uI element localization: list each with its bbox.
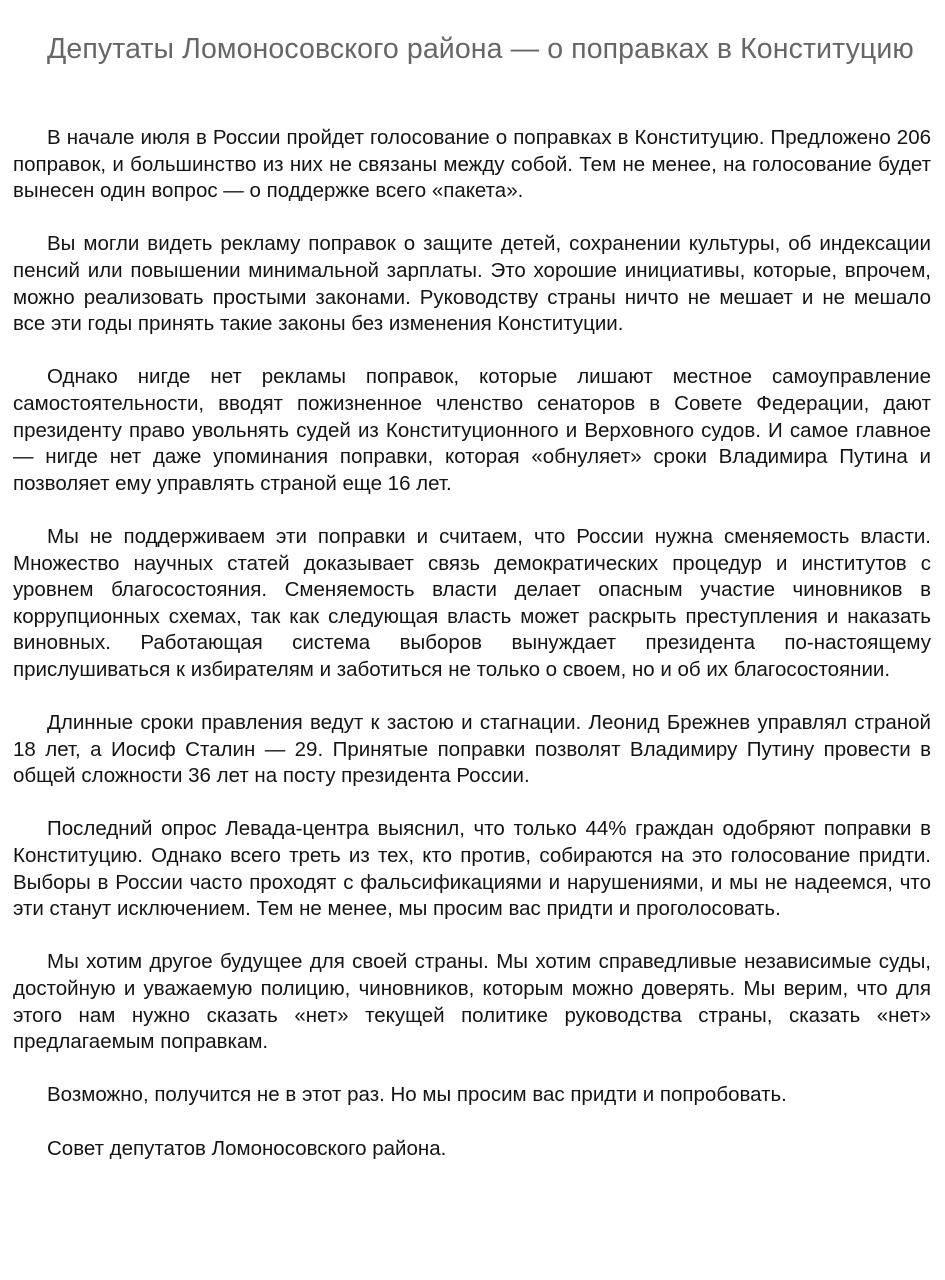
paragraph-spacer xyxy=(13,923,931,950)
paragraph-2: Вы могли видеть рекламу поправок о защите детей, сохранении культуры, об индексации пенсий или повышении минимальной зарплаты. Это хорошие инициативы, которые, впрочем, можно реализовать простыми законами. Руководству страны ничто не мешает и не мешало все эти годы принять такие законы без изменения Конституции. xyxy=(13,232,931,336)
paragraph-spacer xyxy=(13,1056,931,1083)
paragraph-4: Мы не поддерживаем эти поправки и считаем, что России нужна сменяемость власти. Множество научных статей доказывает связь демократических процедур и институтов с уровнем благосостояния. Сменяемость власти делает опасным участие чиновников в коррупционных схемах, так как следующая власть может раскрыть преступления и наказать виновных. Работающая система выборов вынуждает президента по-настоящему прислушиваться к избирателям и заботиться не только о своем, но и об их благосостоянии. xyxy=(13,524,931,681)
paragraph-7: Мы хотим другое будущее для своей страны. Мы хотим справедливые независимые суды, достойную и уважаемую полицию, чиновников, которым можно доверять. Мы верим, что для этого нам нужно сказать «нет» текущей политике руководства страны, сказать «нет» предлагаемым поправкам. xyxy=(13,950,931,1054)
paragraph-6: Последний опрос Левада-центра выяснил, что только 44% граждан одобряют поправки в Конституцию. Однако всего треть из тех, кто против, собираются на это голосование придти. Выборы в России часто проходят с фальсификациями и нарушениями, и мы не надеемся, что эти станут исключением. Тем не менее, мы просим вас придти и проголосовать. xyxy=(13,817,931,921)
paragraph-spacer xyxy=(13,338,931,365)
paragraph-spacer xyxy=(13,790,931,817)
paragraph-spacer xyxy=(13,497,931,524)
paragraph-1: В начале июля в России пройдет голосование о поправках в Конституцию. Предложено 206 поправок, и большинство из них не связаны между собой. Тем не менее, на голосование будет вынесен один вопрос — о поддержке всего «пакета». xyxy=(13,126,931,203)
document-page xyxy=(13,0,931,1280)
document-title: Депутаты Ломоносовского района — о поправках в Конституцию xyxy=(47,33,914,65)
paragraph-spacer xyxy=(13,205,931,232)
paragraph-spacer xyxy=(13,683,931,710)
signature: Совет депутатов Ломоносовского района. xyxy=(47,1136,447,1160)
paragraph-8: Возможно, получится не в этот раз. Но мы просим вас придти и попробовать. xyxy=(47,1083,787,1107)
paragraph-5: Длинные сроки правления ведут к застою и стагнации. Леонид Брежнев управлял страной 18 лет, а Иосиф Сталин — 29. Принятые поправки позволят Владимиру Путину провести в общей сложности 36 лет на посту президента России. xyxy=(13,711,931,788)
paragraph-3: Однако нигде нет рекламы поправок, которые лишают местное самоуправление самостоятельности, вводят пожизненное членство сенаторов в Совете Федерации, дают президенту право увольнять судей из Конституционного и Верховного судов. И самое главное — нигде нет даже упоминания поправки, которая «обнуляет» сроки Владимира Путина и позволяет ему управлять страной еще 16 лет. xyxy=(13,365,931,495)
article-body xyxy=(13,125,931,1162)
paragraph-spacer xyxy=(13,1109,931,1136)
